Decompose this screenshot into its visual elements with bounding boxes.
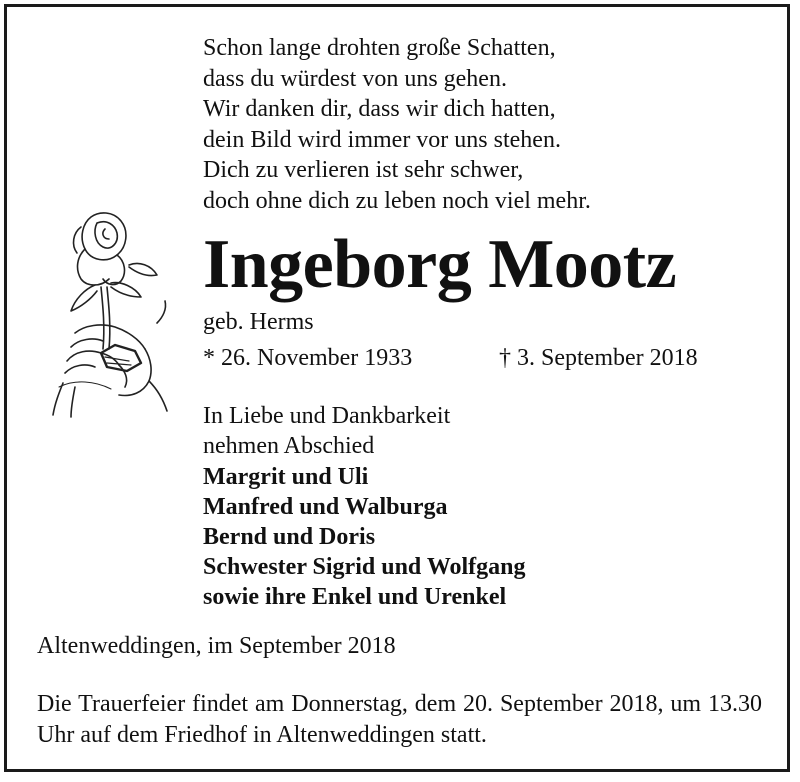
mourner: sowie ihre Enkel und Urenkel [203, 584, 507, 610]
intro-line: nehmen Abschied [203, 433, 375, 459]
hand-holding-rose-icon [45, 203, 195, 419]
intro-line: In Liebe und Dankbarkeit [203, 403, 451, 429]
poem-line: doch ohne dich zu leben noch viel mehr. [203, 187, 591, 214]
poem-line: dein Bild wird immer vor uns stehen. [203, 126, 561, 153]
poem-line: dass du würdest von uns gehen. [203, 65, 507, 92]
deceased-name: Ingeborg Mootz [203, 226, 677, 303]
place-date: Altenweddingen, im September 2018 [37, 633, 396, 659]
mourner: Bernd und Doris [203, 524, 376, 550]
farewell-intro [203, 401, 450, 461]
mourner: Margrit und Uli [203, 464, 369, 490]
death-date: † 3. September 2018 [499, 345, 698, 371]
poem-line: Schon lange drohten große Schatten, [203, 35, 556, 61]
poem-line: Dich zu verlieren ist sehr schwer, [203, 157, 524, 183]
birth-date: * 26. November 1933 [203, 345, 413, 371]
obituary-frame [4, 4, 790, 772]
birth-name: geb. Herms [203, 309, 314, 335]
mourner: Manfred und Walburga [203, 494, 448, 520]
funeral-notice: Die Trauerfeier findet am Donnerstag, dem 20. September 2018, um 13.30 Uhr auf dem Friedhof in Altenweddingen statt. [37, 691, 762, 748]
poem [203, 33, 591, 216]
mourners-list [203, 462, 526, 612]
poem-line: Wir danken dir, dass wir dich hatten, [203, 96, 556, 122]
mourner: Schwester Sigrid und Wolfgang [203, 554, 526, 580]
